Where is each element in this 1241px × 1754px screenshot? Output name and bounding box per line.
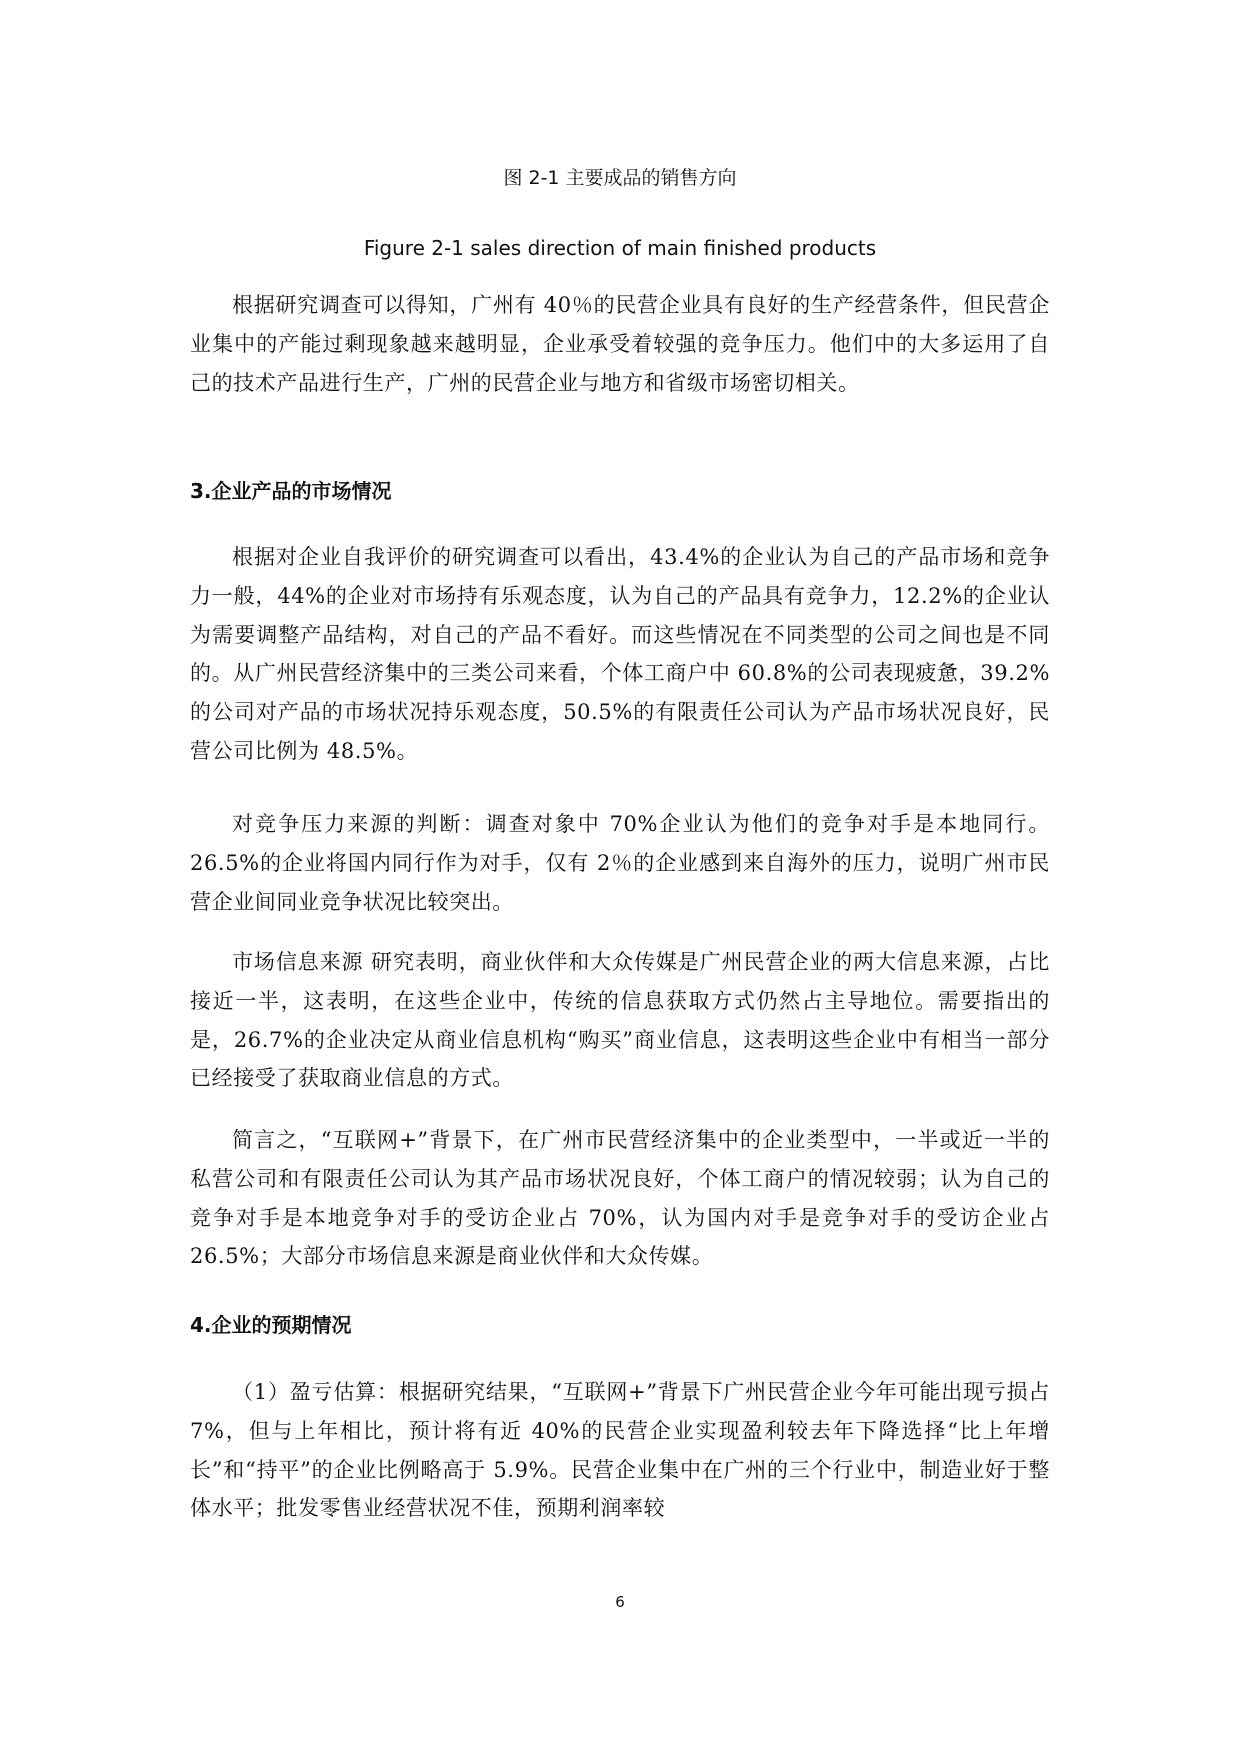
paragraph-profit-estimate: （1）盈亏估算：根据研究结果，“互联网+”背景下广州民营企业今年可能出现亏损占 7%，但与上年相比，预计将有近 40%的民营企业实现盈利较去年下降选择“比上年增长”和“持平”的企业比例略高于 5.9%。民营企业集中在广州的三个行业中，制造业好于整体水平；批发零售业经营状况不佳，预期利润率较	[190, 1380, 1050, 1521]
paragraph-summary: 简言之，“互联网+”背景下，在广州市民营经济集中的企业类型中，一半或近一半的私营公司和有限责任公司认为其产品市场状况良好，个体工商户的情况较弱；认为自己的竞争对手是本地竞争对手的受访企业占 70%，认为国内对手是竞争对手的受访企业占 26.5%；大部分市场信息来源是商业伙伴和大众传媒。	[190, 1128, 1050, 1269]
paragraph-competition-source: 对竞争压力来源的判断：调查对象中 70%企业认为他们的竞争对手是本地同行。26.5%的企业将国内同行作为对手，仅有 2％的企业感到来自海外的压力，说明广州市民营企业间同业竞争状况比较突出。	[190, 812, 1050, 914]
section-heading-expectations: 4.企业的预期情况	[190, 1313, 352, 1337]
paragraph-self-evaluation: 根据对企业自我评价的研究调查可以看出，43.4%的企业认为自己的产品市场和竞争力一般，44%的企业对市场持有乐观态度，认为自己的产品具有竞争力，12.2%的企业认为需要调整产品结构，对自己的产品不看好。而这些情况在不同类型的公司之间也是不同的。从广州民营经济集中的三类公司来看，个体工商户中 60.8%的公司表现疲惫，39.2%的公司对产品的市场状况持乐观态度，50.5%的有限责任公司认为产品市场状况良好，民营公司比例为 48.5%。	[190, 545, 1050, 763]
page-number: 6	[615, 1593, 625, 1611]
figure-caption-chinese: 图 2-1 主要成品的销售方向	[503, 167, 737, 189]
paragraph-market-information: 市场信息来源 研究表明，商业伙伴和大众传媒是广州民营企业的两大信息来源，占比接近一半，这表明，在这些企业中，传统的信息获取方式仍然占主导地位。需要指出的是，26.7%的企业决定从商业信息机构“购买”商业信息，这表明这些企业中有相当一部分已经接受了获取商业信息的方式。	[190, 950, 1050, 1091]
figure-caption-english: Figure 2-1 sales direction of main finished products	[363, 236, 877, 260]
section-heading-product-market: 3.企业产品的市场情况	[190, 479, 392, 503]
paragraph-production-conditions: 根据研究调查可以得知，广州有 40％的民营企业具有良好的生产经营条件，但民营企业集中的产能过剩现象越来越明显，企业承受着较强的竞争压力。他们中的大多运用了自己的技术产品进行生产，广州的民营企业与地方和省级市场密切相关。	[190, 293, 1050, 395]
